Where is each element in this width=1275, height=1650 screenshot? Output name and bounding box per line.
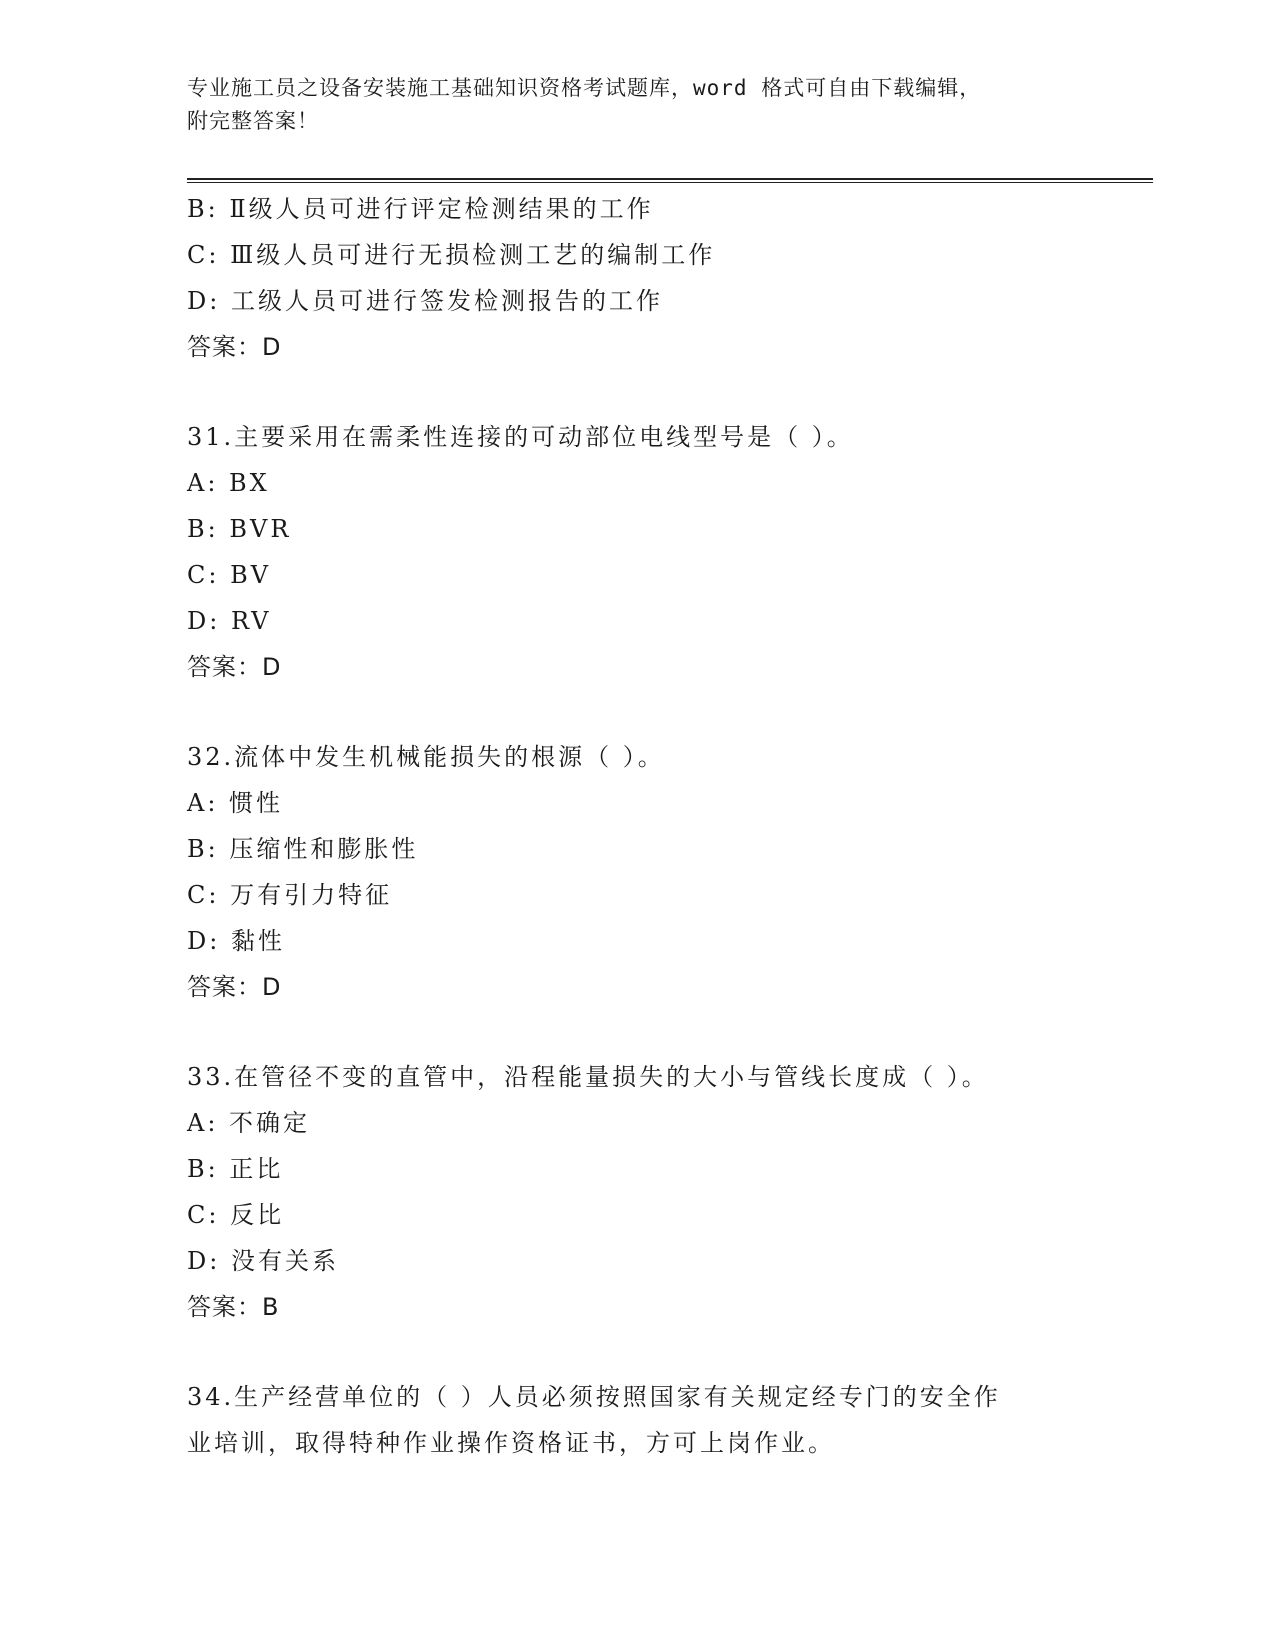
option-a: A: 惯性: [187, 789, 284, 817]
option-b: B: 正比: [187, 1155, 284, 1183]
option-c: C: 反比: [187, 1201, 285, 1229]
header-divider: [187, 178, 1153, 183]
question-block-31: [187, 414, 1153, 690]
header-line-1: 专业施工员之设备安装施工基础知识资格考试题库，word 格式可自由下载编辑，: [187, 76, 982, 100]
question-stem: 33.在管径不变的直管中，沿程能量损失的大小与管线长度成（ ）。: [187, 1063, 989, 1091]
question-block-34: [187, 1374, 1153, 1466]
option-b: B: Ⅱ级人员可进行评定检测结果的工作: [187, 195, 654, 223]
answer-line: 答案：D: [187, 653, 282, 681]
question-list: [187, 186, 1153, 1466]
answer-line: 答案：B: [187, 1293, 280, 1321]
answer-line: 答案：D: [187, 333, 282, 361]
question-block-32: [187, 734, 1153, 1010]
option-c: C: BV: [187, 561, 272, 589]
option-a: A: BX: [187, 469, 270, 497]
question-block-30: [187, 186, 1153, 370]
header-line-2: 附完整答案！: [187, 109, 319, 133]
answer-line: 答案：D: [187, 973, 282, 1001]
option-d: D: 没有关系: [187, 1247, 339, 1275]
option-c: C: Ⅲ级人员可进行无损检测工艺的编制工作: [187, 241, 716, 269]
option-d: D: RV: [187, 607, 272, 635]
option-d: D: 黏性: [187, 927, 285, 955]
question-stem: 31.主要采用在需柔性连接的可动部位电线型号是（ ）。: [187, 423, 854, 451]
question-stem-continued: 业培训，取得特种作业操作资格证书，方可上岗作业。: [187, 1429, 835, 1457]
option-a: A: 不确定: [187, 1109, 311, 1137]
option-d: D: 工级人员可进行签发检测报告的工作: [187, 287, 663, 315]
question-stem: 32.流体中发生机械能损失的根源（ ）。: [187, 743, 665, 771]
question-stem: 34.生产经营单位的（ ）人员必须按照国家有关规定经专门的安全作: [187, 1383, 1001, 1411]
option-c: C: 万有引力特征: [187, 881, 393, 909]
option-b: B: BVR: [187, 515, 292, 543]
document-header: [187, 72, 1087, 138]
question-block-33: [187, 1054, 1153, 1330]
option-b: B: 压缩性和膨胀性: [187, 835, 419, 863]
